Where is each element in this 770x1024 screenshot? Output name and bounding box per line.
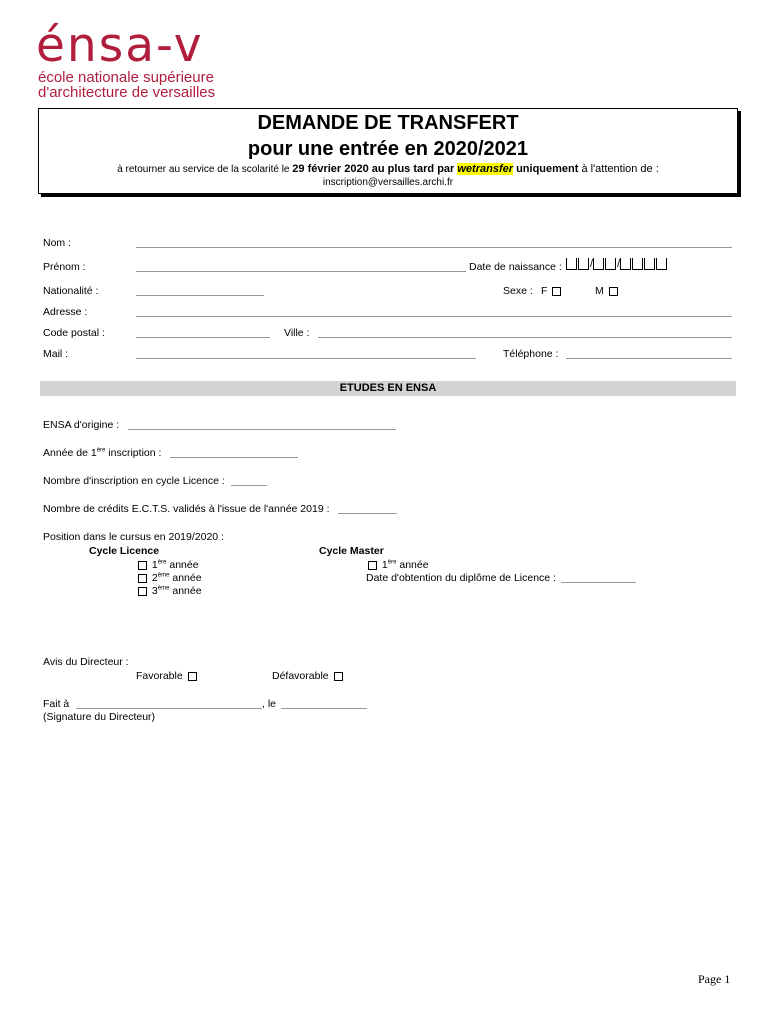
date-signature-field[interactable] <box>281 708 367 709</box>
code-postal-label: Code postal : <box>43 327 105 339</box>
date-digit-box[interactable] <box>632 258 643 270</box>
credits-field[interactable] <box>338 513 397 514</box>
prenom-label: Prénom : <box>43 261 86 273</box>
fait-a-field[interactable] <box>76 708 262 709</box>
instr-uniquement: uniquement <box>513 163 579 175</box>
lic-3-num: 3 <box>151 585 158 597</box>
document-title: DEMANDE DE TRANSFERT <box>257 112 519 134</box>
cycle-licence-heading: Cycle Licence <box>89 545 160 557</box>
page-number: Page 1 <box>698 972 731 986</box>
instr-wetransfer: wetransfer <box>457 163 514 175</box>
sexe-f-label: F <box>541 285 548 297</box>
instr-text: à retourner au service de la scolarité le <box>117 164 293 175</box>
fait-a-label: Fait à <box>43 698 70 710</box>
ensa-origine-label: ENSA d'origine : <box>43 419 120 431</box>
date-obtention-field[interactable] <box>561 582 636 583</box>
adresse-field[interactable] <box>136 316 732 317</box>
annee-post: inscription : <box>105 447 162 459</box>
date-obtention-label: Date d'obtention du diplôme de Licence : <box>366 572 556 584</box>
checkbox-icon[interactable] <box>138 587 147 596</box>
date-digit-box[interactable] <box>605 258 616 270</box>
licence-2-option[interactable] <box>136 572 202 584</box>
lic-1-num: 1 <box>151 559 158 571</box>
annee-word: année <box>169 585 202 597</box>
sexe-m-label: M <box>595 285 604 297</box>
annee-word: année <box>166 559 199 571</box>
annee-word: année <box>169 572 202 584</box>
ville-label: Ville : <box>284 327 310 339</box>
licence-1-option[interactable] <box>136 559 199 571</box>
instr-deadline: 29 février 2020 au plus tard par <box>292 163 458 175</box>
telephone-label: Téléphone : <box>503 348 559 360</box>
lic-3-sup: ème <box>157 585 170 592</box>
date-digit-box[interactable] <box>656 258 667 270</box>
defavorable-label: Défavorable <box>272 670 329 682</box>
date-digit-box[interactable] <box>578 258 589 270</box>
mail-field[interactable] <box>136 358 476 359</box>
licence-3-option[interactable] <box>136 585 202 597</box>
nom-label: Nom : <box>43 237 72 249</box>
sexe-f-option[interactable] <box>541 285 563 297</box>
date-digit-box[interactable] <box>593 258 604 270</box>
adresse-label: Adresse : <box>43 306 88 318</box>
ensa-origine-field[interactable] <box>128 429 396 430</box>
prenom-field[interactable] <box>136 271 466 272</box>
master-1-option[interactable] <box>366 559 429 571</box>
checkbox-icon[interactable] <box>368 561 377 570</box>
document-subtitle: pour une entrée en 2020/2021 <box>247 138 529 160</box>
mas-1-num: 1 <box>381 559 388 571</box>
credits-label: Nombre de crédits E.C.T.S. validés à l'issue de l'année 2019 : <box>43 503 330 515</box>
ville-field[interactable] <box>318 337 732 338</box>
signature-label: (Signature du Directeur) <box>43 711 156 723</box>
defavorable-option[interactable] <box>272 670 345 682</box>
date-digit-box[interactable] <box>644 258 655 270</box>
annee-inscription-field[interactable] <box>170 457 298 458</box>
checkbox-icon[interactable] <box>552 287 561 296</box>
nb-inscription-field[interactable] <box>231 485 267 486</box>
nationalite-label: Nationalité : <box>43 285 99 297</box>
nationalite-field[interactable] <box>136 295 264 296</box>
sexe-label: Sexe : <box>503 285 533 297</box>
position-label: Position dans le cursus en 2019/2020 : <box>43 531 224 543</box>
le-label: , le <box>262 698 277 710</box>
checkbox-icon[interactable] <box>138 561 147 570</box>
code-postal-field[interactable] <box>136 337 270 338</box>
favorable-option[interactable] <box>136 670 199 682</box>
lic-1-sup: ère <box>157 559 167 566</box>
mas-1-sup: ère <box>387 559 397 566</box>
etudes-section-header: ETUDES EN ENSA <box>40 381 736 396</box>
school-logo-subtitle-2: d'architecture de versailles <box>38 84 216 101</box>
date-digit-box[interactable] <box>620 258 631 270</box>
annee-word: année <box>396 559 429 571</box>
checkbox-icon[interactable] <box>334 672 343 681</box>
cycle-master-heading: Cycle Master <box>319 545 384 557</box>
mail-label: Mail : <box>43 348 69 360</box>
nom-field[interactable] <box>136 247 732 248</box>
date-naissance-label: Date de naissance : <box>469 261 562 273</box>
nb-inscription-label: Nombre d'inscription en cycle Licence : <box>43 475 225 487</box>
favorable-label: Favorable <box>136 670 183 682</box>
checkbox-icon[interactable] <box>138 574 147 583</box>
date-naissance-field[interactable]: / / <box>566 258 668 270</box>
date-digit-box[interactable] <box>566 258 577 270</box>
school-logo-text: énsa-v <box>36 18 204 73</box>
lic-2-sup: ème <box>157 572 170 579</box>
contact-email: inscription@versailles.archi.fr <box>322 177 454 188</box>
avis-directeur-label: Avis du Directeur : <box>43 656 129 668</box>
annee-inscription-label <box>43 447 161 459</box>
instr-attention: à l'attention de : <box>578 163 659 175</box>
annee-pre: Année de 1 <box>43 447 97 459</box>
return-instructions <box>38 163 738 175</box>
lic-2-num: 2 <box>151 572 158 584</box>
checkbox-icon[interactable] <box>609 287 618 296</box>
checkbox-icon[interactable] <box>188 672 197 681</box>
annee-sup: ère <box>96 447 106 454</box>
sexe-m-option[interactable] <box>595 285 620 297</box>
telephone-field[interactable] <box>566 358 732 359</box>
school-logo-subtitle-1: école nationale supérieure <box>38 69 214 86</box>
